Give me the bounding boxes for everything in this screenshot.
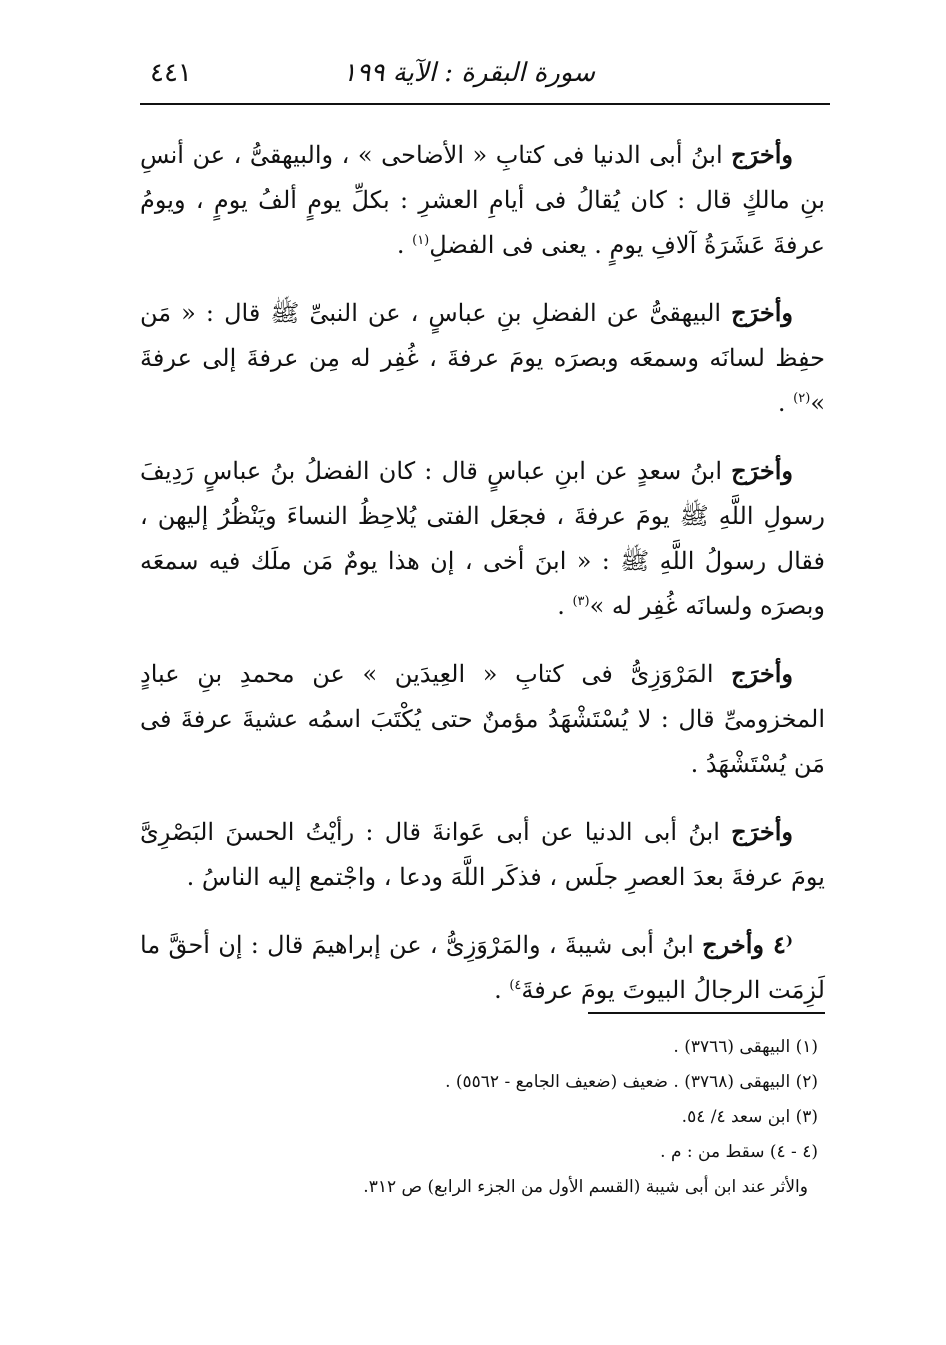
- paragraph-5: [140, 809, 825, 900]
- paragraph-lead: وأخرَج: [731, 140, 793, 169]
- paragraph-body: ابنُ أبى الدنيا عن أبى عَوانةَ قال : رأيْتُ الحسنَ البَصْرِىَّ يومَ عرفةَ بعدَ العصرِ جلَس ، فذكَر اللَّهَ ودعا ، واجْتمع إليه الناسُ .: [140, 818, 825, 891]
- paragraph-lead: وأخرَج: [731, 817, 793, 846]
- paragraph-body: البيهقىُّ عن الفضلِ بنِ عباسٍ ، عن النبىِّ ﷺ قال : « مَن حفِظ لسانَه وسمعَه وبصرَه يومَ عرفةَ ، غُفِر له مِن عرفةَ إلى عرفةَ »: [140, 299, 825, 417]
- paragraph-body: المَرْوَزِىُّ فى كتابِ « العِيدَين » عن محمدِ بنِ عبادٍ المخزومىِّ قال : لا يُسْتَشْهَدُ مؤمنٌ حتى يُكْتَبَ اسمُه عشيةَ عرفةَ فى مَن يُسْتَشْهَدُ .: [140, 660, 825, 778]
- header-divider: [140, 103, 830, 105]
- footnote-ref: (١): [412, 233, 430, 248]
- paragraph-lead: ⁽٤ وأخرج: [702, 930, 793, 959]
- paragraph-end: .: [557, 592, 573, 620]
- footnote-3: (٣) ابن سعد ٤/ ٥٤.: [681, 1107, 818, 1127]
- footnote-ref: (٢): [793, 391, 811, 406]
- paragraph-body: ابنُ سعدٍ عن ابنِ عباسٍ قال : كان الفضلُ بنُ عباسٍ رَدِيفَ رسولِ اللَّهِ ﷺ يومَ عرفةَ ، فجعَل الفتى يُلاحِظُ النساءَ ويَنْظُرُ إليهن ، فقال رسولُ اللَّهِ ﷺ : « ابنَ أخى ، إن هذا يومٌ مَن ملَك فيه سمعَه وبصرَه ولسانَه غُفِر له »: [140, 457, 825, 620]
- footnote-1: (١) البيهقى (٣٧٦٦) .: [673, 1037, 818, 1057]
- footnote-divider: [588, 1012, 825, 1014]
- footnote-2: (٢) البيهقى (٣٧٦٨) . ضعيف (ضعيف الجامع - ٥٥٦٢) .: [445, 1072, 818, 1092]
- footnote-4: (٤ - ٤) سقط من : م .: [660, 1142, 818, 1162]
- footnote-ref: (٣): [572, 594, 590, 609]
- paragraph-3: [140, 448, 825, 629]
- paragraph-end: .: [777, 389, 794, 417]
- running-header: [140, 52, 830, 100]
- footnotes: [140, 1030, 820, 1205]
- main-text: [140, 132, 825, 1035]
- paragraph-body: ابنُ أبى الدنيا فى كتابِ « الأضاحى » ، والبيهقىُّ ، عن أنسِ بنِ مالكٍ قال : كان يُقالُ فى أيامِ العشرِ : بكلِّ يومٍ ألفُ يومٍ ، ويومُ عرفةَ عَشَرَةُ آلافِ يومٍ . يعنى فى الفضلِ: [140, 141, 825, 259]
- paragraph-lead: وأخرَج: [731, 659, 793, 688]
- page-number: ٤٤١: [150, 58, 192, 88]
- paragraph-6: [140, 922, 825, 1013]
- paragraph-2: [140, 290, 825, 426]
- paragraph-body: ابنُ أبى شيبةَ ، والمَرْوَزِىُّ ، عن إبراهيمَ قال : إن أحقَّ ما لَزِمَت الرجالُ البيوتَ يومَ عرفةَ: [140, 931, 825, 1004]
- paragraph-end: .: [494, 976, 510, 1004]
- paragraph-4: [140, 651, 825, 787]
- paragraph-end: .: [396, 231, 413, 259]
- footnote-ref: ٤): [509, 978, 522, 993]
- footnote-4-note: والأثر عند ابن أبى شيبة (القسم الأول من الجزء الرابع) ص ٣١٢.: [363, 1177, 808, 1197]
- paragraph-1: [140, 132, 825, 268]
- paragraph-lead: وأخرَج: [731, 298, 793, 327]
- surah-verse-title: سورة البقرة : الآية ١٩٩: [342, 58, 595, 88]
- paragraph-lead: وأخرَج: [731, 456, 793, 485]
